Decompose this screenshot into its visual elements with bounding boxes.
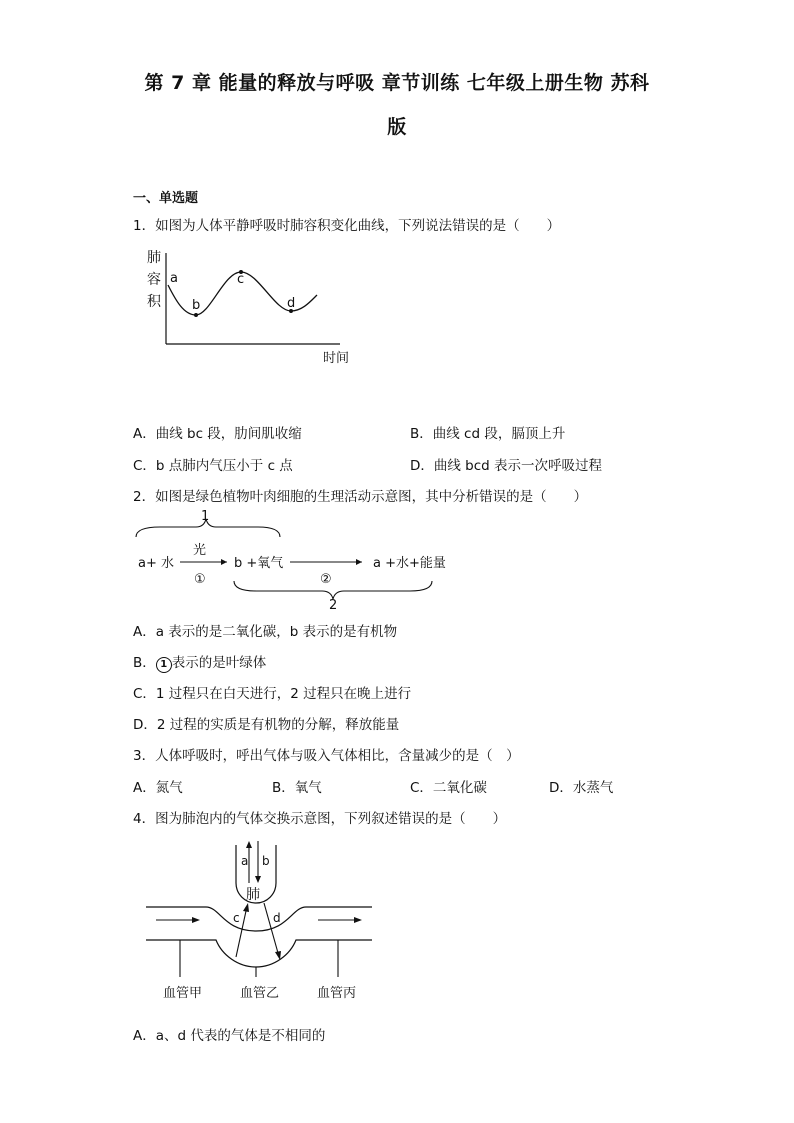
document-title-line-2: 版: [387, 116, 407, 138]
question-1-option-c: C．b 点肺内气压小于 c 点: [133, 458, 293, 474]
y-label-char-1: 肺: [147, 250, 161, 266]
question-1-stem: 1．如图为人体平静呼吸时肺容积变化曲线，下列说法错误的是（ ）: [133, 218, 561, 234]
question-3-option-d: D．水蒸气: [549, 780, 614, 796]
flow-arrow-right-head: [354, 917, 362, 923]
alveolar-gas-exchange-figure: [140, 835, 390, 1005]
process-1-number: 1: [201, 509, 210, 524]
question-2-option-c: C．1 过程只在白天进行，2 过程只在晚上进行: [133, 686, 412, 702]
arrow-1-head: [221, 559, 227, 565]
y-label-char-2: 容: [147, 272, 161, 288]
question-1-option-d: D．曲线 bcd 表示一次呼吸过程: [410, 458, 603, 474]
label-c: c: [233, 911, 240, 925]
label-d: d: [273, 911, 281, 925]
process-2-brace: [234, 581, 432, 599]
label-a: a: [170, 271, 178, 286]
arrow-c-head: [243, 903, 249, 912]
flow-arrow-left-head: [192, 917, 200, 923]
point-b: [194, 313, 198, 317]
arrow-b-head: [255, 876, 261, 883]
reactant-label: a+ 水: [138, 556, 174, 571]
product-label: a +水+能量: [373, 556, 446, 571]
vessel-bing-label: 血管丙: [317, 986, 357, 1001]
arrow-2-head: [356, 559, 362, 565]
lung-volume-figure: [140, 245, 380, 370]
question-1-option-a: A．曲线 bc 段，肋间肌收缩: [133, 426, 302, 442]
question-4-stem: 4．图为肺泡内的气体交换示意图，下列叙述错误的是（ ）: [133, 811, 507, 827]
question-3-option-c: C．二氧化碳: [410, 780, 487, 796]
question-2-stem: 2．如图是绿色植物叶肉细胞的生理活动示意图，其中分析错误的是（ ）: [133, 489, 588, 505]
question-2-option-d: D．2 过程的实质是有机物的分解，释放能量: [133, 717, 400, 733]
option-b-text: 表示的是叶绿体: [171, 655, 267, 671]
label-d: d: [287, 296, 296, 311]
label-b: b: [262, 854, 270, 868]
x-label: 时间: [323, 351, 350, 366]
label-b: b: [192, 298, 201, 313]
vessel-yi-label: 血管乙: [240, 986, 280, 1001]
question-4-option-a: A．a、d 代表的气体是不相同的: [133, 1028, 326, 1044]
section-heading: 一、单选题: [133, 191, 199, 206]
step-1-mark: ①: [194, 572, 206, 587]
vessel-top-wall: [146, 907, 372, 931]
intermediate-label: b +氧气: [234, 556, 284, 571]
arrow-a-head: [246, 841, 252, 848]
question-3-option-b: B．氧气: [272, 780, 322, 796]
question-3-option-a: A．氮气: [133, 780, 183, 796]
label-a: a: [241, 854, 249, 868]
option-b-prefix: B．: [133, 655, 156, 671]
light-condition-label: 光: [193, 543, 207, 558]
step-2-mark: ②: [320, 572, 332, 587]
vessel-jia-label: 血管甲: [163, 986, 203, 1001]
y-label-char-3: 积: [147, 294, 161, 310]
circled-one-mark: 1: [156, 657, 172, 673]
alveolus-label: 肺: [246, 887, 260, 903]
arrow-d-head: [275, 951, 281, 960]
question-1-option-b: B．曲线 cd 段，膈顶上升: [410, 426, 566, 442]
document-title-line-1: 第 7 章 能量的释放与呼吸 章节训练 七年级上册生物 苏科: [144, 72, 650, 94]
photosynthesis-respiration-figure: [130, 505, 460, 613]
question-2-option-b: [133, 651, 266, 673]
process-2-number: 2: [329, 598, 338, 613]
label-c: c: [237, 272, 245, 287]
question-2-option-a: A．a 表示的是二氧化碳，b 表示的是有机物: [133, 624, 398, 640]
question-3-stem: 3．人体呼吸时，呼出气体与吸入气体相比，含量减少的是（ ）: [133, 748, 520, 764]
